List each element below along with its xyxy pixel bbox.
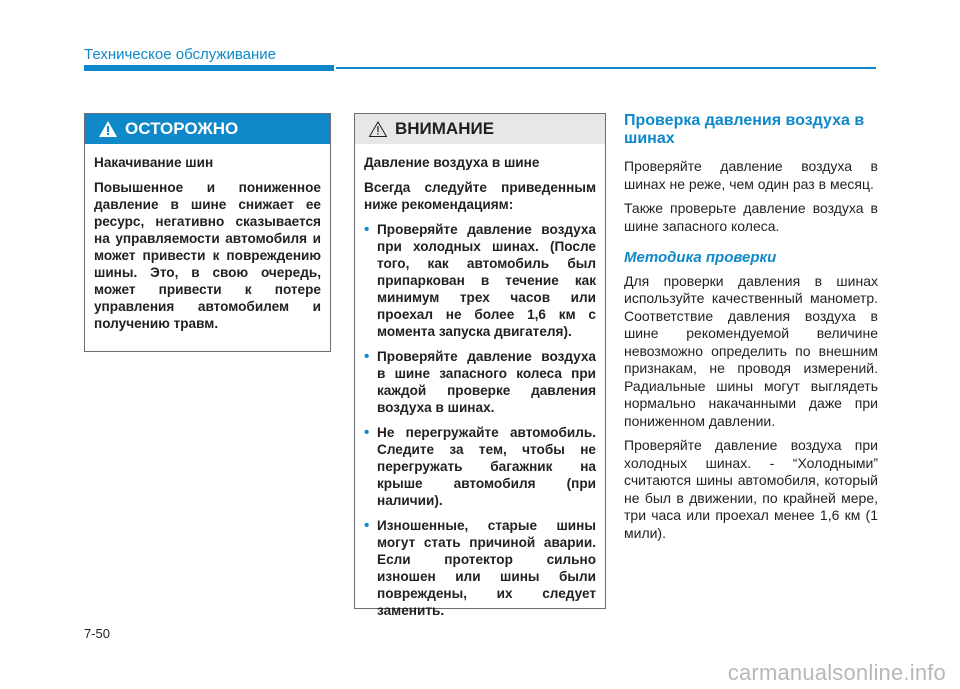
paragraph: Также проверьте давление воздуха в шине запасного колеса. <box>624 200 878 234</box>
list-item: • Не перегружайте автомобиль. Следите за тем, чтобы не перегружать багажник на крыше автомобиля (при наличии). <box>364 424 596 509</box>
caution-header <box>85 114 330 144</box>
subheading: Методика проверки <box>624 249 777 266</box>
main-content <box>624 112 878 549</box>
section-title: Техническое обслуживание <box>84 46 276 63</box>
attention-subtitle: Давление воздуха в шине <box>364 155 540 170</box>
attention-title: ВНИМАНИЕ <box>395 119 495 138</box>
attention-box <box>354 113 606 618</box>
list-item: • Изношенные, старые шины могут стать причиной аварии. Если протектор сильно изношен или шины были повреждены, их следует заменить. <box>364 517 596 619</box>
paragraph: Для проверки давления в шинах используйте качественный манометр. Соответствие давления воздуха в шине рекомендуемой величине невозможно определить по внешним признакам, не проводя измерений. Радиальные шины могут выглядеть нормально накачанными даже при пониженном давлении. <box>624 272 878 429</box>
caution-box <box>84 113 331 352</box>
caution-title: ОСТОРОЖНО <box>125 119 239 138</box>
caution-body <box>85 144 330 332</box>
attention-list <box>364 221 596 619</box>
warning-triangle-icon <box>99 121 117 137</box>
warning-triangle-outline-icon <box>369 121 387 137</box>
attention-body <box>355 144 605 619</box>
caution-subtitle: Накачивание шин <box>94 155 214 170</box>
header-rule <box>336 67 876 69</box>
paragraph: Проверяйте давление воздуха при холодных шинах. - “Холодными” считаются шины автомобиля, который не был в движении, по крайней мере, три часа или проехал менее 1,6 км (1 мили). <box>624 437 878 541</box>
section-heading: Проверка давления воздуха в шинах <box>624 112 865 147</box>
header-bar <box>84 65 334 71</box>
list-item: • Проверяйте давление воздуха в шине запасного колеса при каждой проверке давления воздуха в шинах. <box>364 348 596 416</box>
attention-intro: Всегда следуйте приведенным ниже рекомендациям: <box>364 180 596 212</box>
watermark: carmanualsonline.info <box>727 660 946 685</box>
page-number: 7-50 <box>84 626 111 641</box>
caution-text: Повышенное и пониженное давление в шине снижает ее ресурс, негативно сказывается на управляемости автомобиля и может привести к повреждению шины. Это, в свою очередь, может привести к потере управления автомобилем и получению травм. <box>94 180 321 331</box>
list-item: • Проверяйте давление воздуха при холодных шинах. (После того, как автомобиль был припаркован в течение как минимум трех часов или проехал не более 1,6 км с момента запуска двигателя). <box>364 221 596 340</box>
paragraph: Проверяйте давление воздуха в шинах не реже, чем один раз в месяц. <box>624 158 878 192</box>
attention-header <box>355 114 605 144</box>
